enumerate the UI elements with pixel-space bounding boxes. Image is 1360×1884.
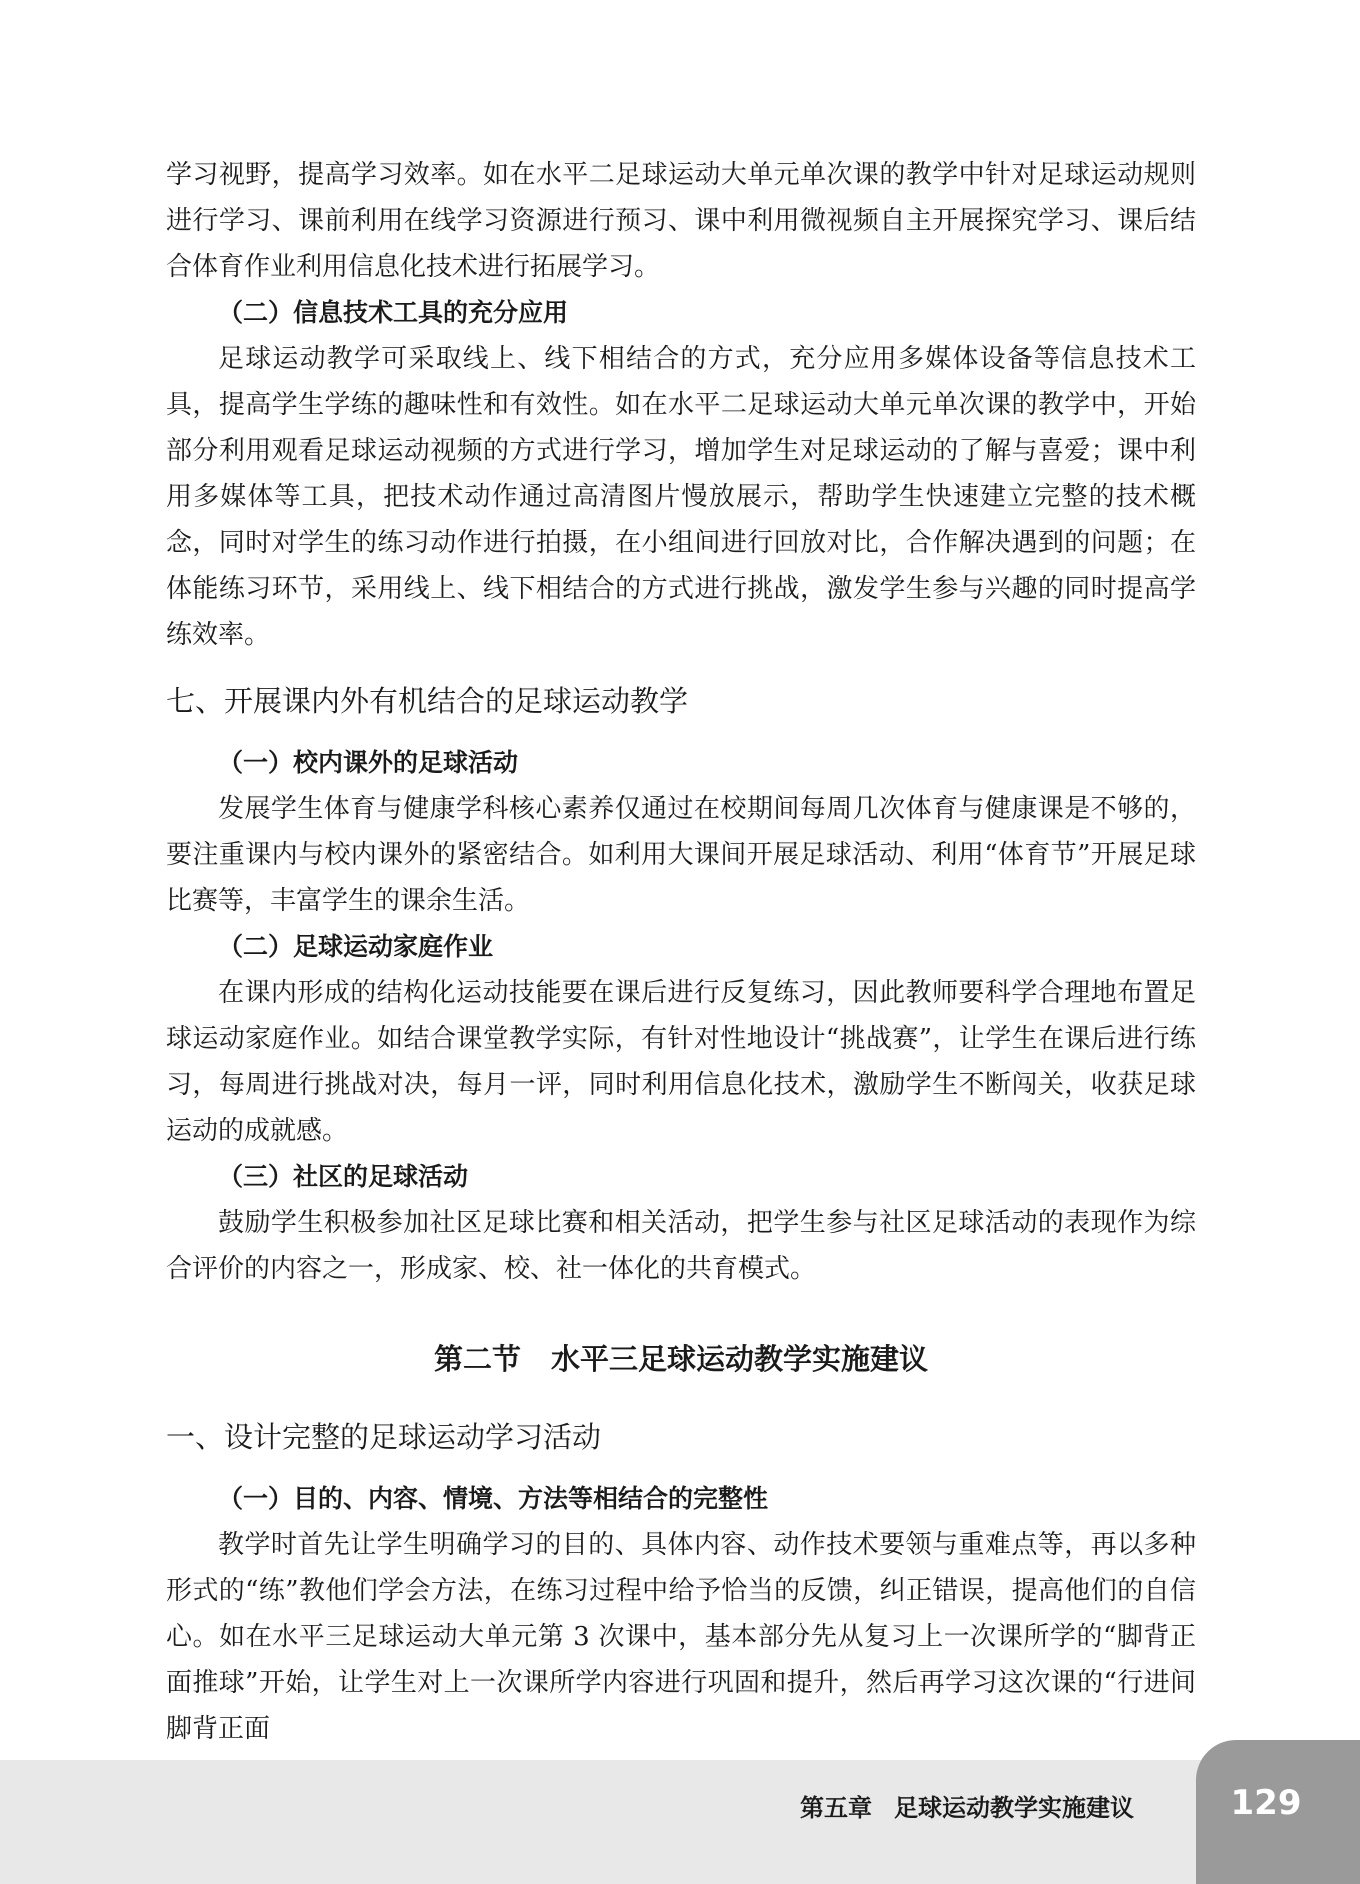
paragraph-school-activities: 发展学生体育与健康学科核心素养仅通过在校期间每周几次体育与健康课是不够的，要注重课内与校内课外的紧密结合。如利用大课间开展足球活动、利用“体育节”开展足球比赛等，丰富学生的课余生活。: [166, 794, 1196, 916]
section-title: [166, 1336, 1196, 1382]
heading-seven: 七、开展课内外有机结合的足球运动教学: [166, 684, 689, 718]
paragraph-homework: 在课内形成的结构化运动技能要在课后进行反复练习，因此教师要科学合理地布置足球运动家庭作业。如结合课堂教学实际，有针对性地设计“挑战赛”，让学生在课后进行练习，每周进行挑战对决，每月一评，同时利用信息化技术，激励学生不断闯关，收获足球运动的成就感。: [166, 978, 1196, 1146]
subheading-info-tools: （二）信息技术工具的充分应用: [218, 298, 569, 327]
subheading-school-activities: （一）校内课外的足球活动: [218, 748, 519, 777]
subheading-homework: （二）足球运动家庭作业: [218, 932, 494, 961]
paragraph-completeness: 教学时首先让学生明确学习的目的、具体内容、动作技术要领与重难点等，再以多种形式的“练”教他们学会方法，在练习过程中给予恰当的反馈，纠正错误，提高他们的自信心。如在水平三足球运动大单元第 3 次课中，基本部分先从复习上一次课所学的“脚背正面推球”开始，让学生对上一次课所学内容进行巩固和提升，然后再学习这次课的“行进间脚背正面: [166, 1530, 1196, 1744]
section-title-number: 第二节: [433, 1342, 521, 1376]
running-footer: [800, 1788, 1134, 1828]
footer-chapter: 第五章: [800, 1794, 872, 1822]
paragraph-info-tools: 足球运动教学可采取线上、线下相结合的方式，充分应用多媒体设备等信息技术工具，提高学生学练的趣味性和有效性。如在水平二足球运动大单元单次课的教学中，开始部分利用观看足球运动视频的方式进行学习，增加学生对足球运动的了解与喜爱；课中利用多媒体等工具，把技术动作通过高清图片慢放展示，帮助学生快速建立完整的技术概念，同时对学生的练习动作进行拍摄，在小组间进行回放对比，合作解决遇到的问题；在体能练习环节，采用线上、线下相结合的方式进行挑战，激发学生参与兴趣的同时提高学练效率。: [166, 344, 1196, 650]
heading-one: 一、设计完整的足球运动学习活动: [166, 1420, 602, 1454]
paragraph-community: 鼓励学生积极参加社区足球比赛和相关活动，把学生参与社区足球活动的表现作为综合评价的内容之一，形成家、校、社一体化的共育模式。: [166, 1208, 1196, 1284]
subheading-community: （三）社区的足球活动: [218, 1162, 469, 1191]
footer-chapter-title: 足球运动教学实施建议: [894, 1794, 1134, 1822]
paragraph-continuation: 学习视野，提高学习效率。如在水平二足球运动大单元单次课的教学中针对足球运动规则进行学习、课前利用在线学习资源进行预习、课中利用微视频自主开展探究学习、课后结合体育作业利用信息化技术进行拓展学习。: [166, 160, 1196, 282]
footer-band: [0, 1760, 1360, 1884]
subheading-completeness: （一）目的、内容、情境、方法等相结合的完整性: [218, 1484, 769, 1513]
page-number: 129: [1230, 1783, 1302, 1823]
section-title-text: 水平三足球运动教学实施建议: [551, 1342, 929, 1376]
page-content: [166, 152, 1196, 1752]
